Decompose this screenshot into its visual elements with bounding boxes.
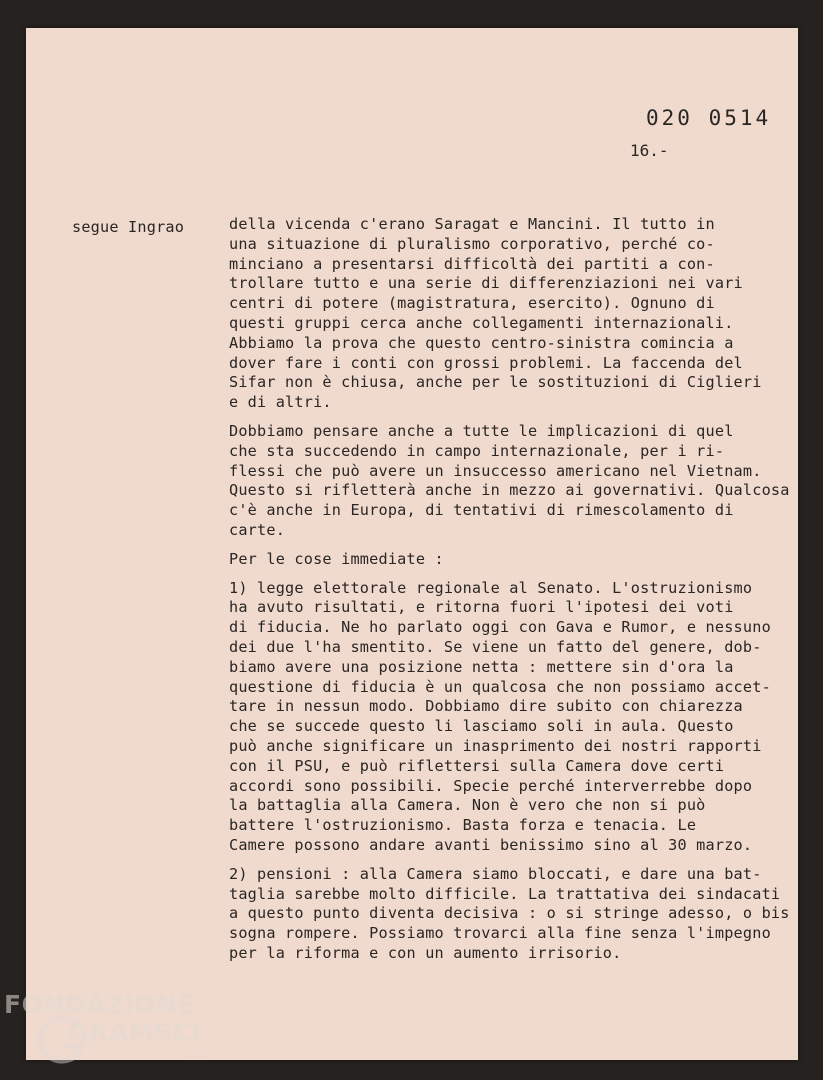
text-line: Sifar non è chiusa, anche per le sostituzioni di Ciglieri [229, 373, 762, 392]
text-line: dover fare i conti con grossi problemi. La faccenda del [229, 353, 743, 372]
paragraph [229, 550, 799, 570]
text-line: carte. [229, 520, 286, 539]
text-line: c'è anche in Europa, di tentativi di rimescolamento di [229, 501, 734, 520]
text-line: minciano a presentarsi difficoltà dei partiti a con- [229, 254, 715, 273]
text-line: Abbiamo la prova che questo centro-sinistra comincia a [229, 333, 734, 352]
margin-label: segue Ingrao [72, 218, 185, 236]
text-line: ha avuto risultati, e ritorna fuori l'ipotesi dei voti [229, 598, 734, 617]
text-line: Camere possono andare avanti benissimo sino al 30 marzo. [229, 835, 753, 854]
text-line: taglia sarebbe molto difficile. La trattativa dei sindacati [229, 884, 781, 903]
text-line: per la riforma e con un aumento irrisorio. [229, 943, 622, 962]
watermark-line2: GRAMSCI [68, 1018, 202, 1047]
text-line: che sta succedendo in campo internazionale, per i ri- [229, 441, 725, 460]
text-line: sogna rompere. Possiamo trovarci alla fine senza l'impegno [229, 924, 771, 943]
text-line: a questo punto diventa decisiva : o si stringe adesso, o bis [229, 904, 790, 923]
text-line: può anche significare un inasprimento dei nostri rapporti [229, 736, 762, 755]
text-line: di fiducia. Ne ho parlato oggi con Gava e Rumor, e nessuno [229, 618, 771, 637]
text-line: flessi che può avere un insuccesso americano nel Vietnam. [229, 461, 762, 480]
text-line: con il PSU, e può riflettersi sulla Camera dove certi [229, 756, 725, 775]
paragraph [229, 215, 799, 413]
text-line: 1) legge elettorale regionale al Senato. L'ostruzionismo [229, 578, 753, 597]
paragraph [229, 422, 799, 541]
text-line: tare in nessun modo. Dobbiamo dire subito con chiarezza [229, 697, 743, 716]
text-line: trollare tutto e una serie di differenziazioni nei vari [229, 274, 743, 293]
text-line: questi gruppi cerca anche collegamenti internazionali. [229, 313, 734, 332]
watermark-line1: FONDAZIONE [4, 990, 196, 1019]
text-line: centri di potere (magistratura, esercito). Ognuno di [229, 294, 715, 313]
text-line: della vicenda c'erano Saragat e Mancini. Il tutto in [229, 215, 715, 233]
text-line: 2) pensioni : alla Camera siamo bloccati, e dare una bat- [229, 864, 762, 883]
page-number: 16.- [630, 141, 669, 160]
watermark-sub: onlus [184, 1050, 208, 1059]
text-line: questione di fiducia è un qualcosa che non possiamo accet- [229, 677, 771, 696]
text-line: Dobbiamo pensare anche a tutte le implicazioni di quel [229, 421, 734, 440]
text-line: dei due l'ha smentito. Se viene un fatto del genere, dob- [229, 637, 762, 656]
text-line: biamo avere una posizione netta : mettere sin d'ora la [229, 657, 734, 676]
paragraph [229, 579, 799, 856]
text-line: che se succede questo li lasciamo soli in aula. Questo [229, 717, 734, 736]
watermark-logo [4, 990, 214, 1070]
text-line: la battaglia alla Camera. Non è vero che non si può [229, 796, 706, 815]
text-line: accordi sono possibili. Specie perché interverrebbe dopo [229, 776, 753, 795]
text-line: e di altri. [229, 393, 332, 412]
archive-number: 020 0514 [646, 106, 772, 130]
text-line: battere l'ostruzionismo. Basta forza e tenacia. Le [229, 816, 697, 835]
body-text [229, 215, 799, 973]
text-line: Questo si rifletterà anche in mezzo ai governativi. Qualcosa [229, 481, 790, 500]
text-line: una situazione di pluralismo corporativo, perché co- [229, 234, 715, 253]
paragraph [229, 865, 799, 964]
text-line: Per le cose immediate : [229, 549, 444, 568]
